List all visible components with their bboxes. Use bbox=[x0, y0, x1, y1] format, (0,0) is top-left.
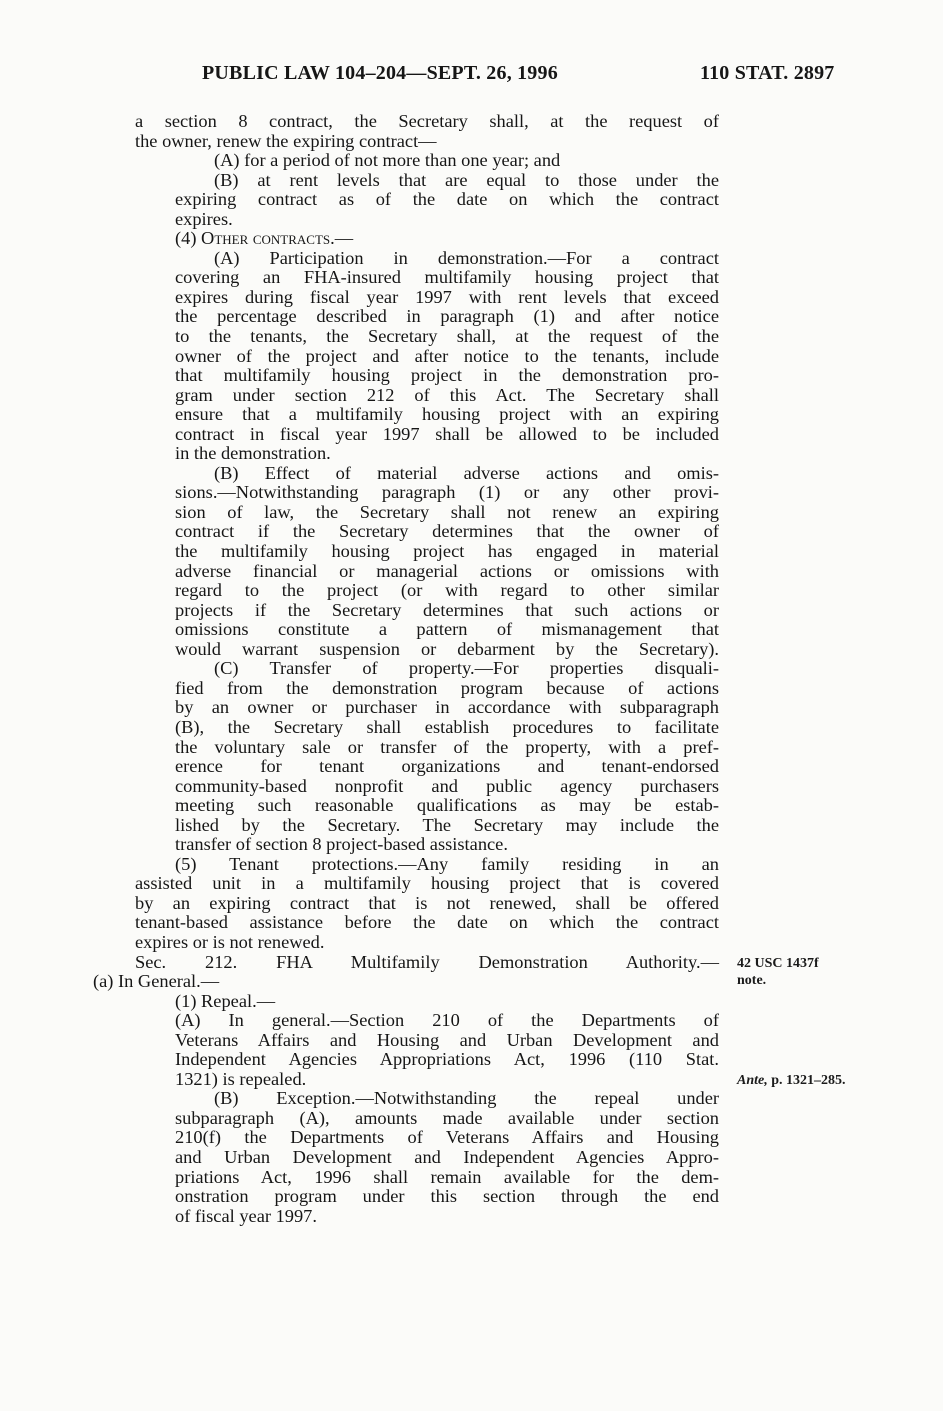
text-line: assisted unit in a multifamily housing project that is covered bbox=[135, 873, 719, 894]
text-line: of fiscal year 1997. bbox=[175, 1205, 317, 1226]
text-line: meeting such reasonable qualifications as may be estab- bbox=[175, 795, 719, 816]
text-line: in the demonstration. bbox=[175, 443, 331, 464]
text-line: expires. bbox=[175, 208, 233, 229]
text-line: by an expiring contract that is not renewed, shall be offered bbox=[135, 892, 719, 913]
margin-note-ante-label: Ante, bbox=[737, 1073, 768, 1088]
text-line: priations Act, 1996 shall remain available for the dem- bbox=[175, 1166, 719, 1187]
text-line: a section 8 contract, the Secretary shall, at the request of bbox=[135, 111, 719, 131]
text-line: (B) Effect of material adverse actions and omis- bbox=[214, 462, 719, 483]
text-line: sions.—Notwithstanding paragraph (1) or any other provi- bbox=[175, 482, 719, 503]
text-line: (4) Other contracts.— bbox=[175, 228, 354, 249]
text-line: to the tenants, the Secretary shall, at the request of the bbox=[175, 326, 719, 347]
text-line: ensure that a multifamily housing project with an expiring bbox=[175, 404, 719, 425]
text-line: the owner, renew the expiring contract— bbox=[135, 130, 437, 151]
text-line: the voluntary sale or transfer of the property, with a pref- bbox=[175, 736, 719, 757]
text-line: expires or is not renewed. bbox=[135, 931, 325, 952]
text-line: (A) In general.—Section 210 of the Departments of bbox=[175, 1010, 719, 1031]
text-line: (A) for a period of not more than one year; and bbox=[214, 150, 561, 171]
text-line: (a) In General.— bbox=[93, 971, 220, 992]
text-line: Veterans Affairs and Housing and Urban Development and bbox=[175, 1029, 719, 1050]
text-line: contract in fiscal year 1997 shall be allowed to be included bbox=[175, 423, 719, 444]
text-line: (B) at rent levels that are equal to those under the bbox=[214, 169, 719, 190]
margin-note-ante bbox=[737, 1072, 847, 1089]
text-line: 1321) is repealed. bbox=[175, 1068, 307, 1089]
running-header bbox=[0, 62, 943, 92]
text-line: tenant-based assistance before the date on which the contract bbox=[135, 912, 719, 933]
header-title: PUBLIC LAW 104–204—SEPT. 26, 1996 bbox=[202, 62, 558, 84]
text-line: would warrant suspension or debarment by the Secretary). bbox=[175, 638, 719, 659]
text-line: projects if the Secretary determines that such actions or bbox=[175, 599, 719, 620]
text-line: (B), the Secretary shall establish procedures to facilitate bbox=[175, 716, 719, 737]
text-line: (A) Participation in demonstration.—For a contract bbox=[214, 247, 719, 268]
text-line: Sec. 212. FHA Multifamily Demonstration Authority.— bbox=[135, 951, 719, 972]
text-line: expiring contract as of the date on which the contract bbox=[175, 189, 719, 210]
text-line: transfer of section 8 project-based assistance. bbox=[175, 834, 508, 855]
text-line: erence for tenant organizations and tenant-endorsed bbox=[175, 756, 719, 777]
text-line: the percentage described in paragraph (1) and after notice bbox=[175, 306, 719, 327]
text-line: (5) Tenant protections.—Any family residing in an bbox=[175, 853, 719, 874]
text-line: sion of law, the Secretary shall not renew an expiring bbox=[175, 501, 719, 522]
margin-note-usc-text: 42 USC 1437f note. bbox=[737, 956, 819, 988]
text-line: contract if the Secretary determines that the owner of bbox=[175, 521, 719, 542]
text-line: community-based nonprofit and public agency purchasers bbox=[175, 775, 719, 796]
text-line: gram under section 212 of this Act. The Secretary shall bbox=[175, 384, 719, 405]
text-line: subparagraph (A), amounts made available under section bbox=[175, 1107, 719, 1128]
text-line: adverse financial or managerial actions or omissions with bbox=[175, 560, 719, 581]
text-line: by an owner or purchaser in accordance with subparagraph bbox=[175, 697, 719, 718]
header-stat-page: 110 STAT. 2897 bbox=[700, 62, 835, 84]
text-line: (C) Transfer of property.—For properties disquali- bbox=[214, 658, 719, 679]
text-line: the multifamily housing project has engaged in material bbox=[175, 541, 719, 562]
text-line: expires during fiscal year 1997 with rent levels that exceed bbox=[175, 286, 719, 307]
text-line: owner of the project and after notice to the tenants, include bbox=[175, 345, 719, 366]
body-text bbox=[93, 111, 719, 1226]
text-line: 210(f) the Departments of Veterans Affairs and Housing bbox=[175, 1127, 719, 1148]
text-line: regard to the project (or with regard to other similar bbox=[175, 580, 719, 601]
text-line: (B) Exception.—Notwithstanding the repeal under bbox=[214, 1088, 719, 1109]
text-line: that multifamily housing project in the demonstration pro- bbox=[175, 365, 719, 386]
margin-note-usc bbox=[737, 955, 847, 989]
text-line: omissions constitute a pattern of mismanagement that bbox=[175, 619, 719, 640]
text-line: lished by the Secretary. The Secretary may include the bbox=[175, 814, 719, 835]
text-line: and Urban Development and Independent Agencies Appro- bbox=[175, 1146, 719, 1167]
text-line: (1) Repeal.— bbox=[175, 990, 276, 1011]
text-line: Independent Agencies Appropriations Act, 1996 (110 Stat. bbox=[175, 1049, 719, 1070]
text-line: fied from the demonstration program because of actions bbox=[175, 677, 719, 698]
text-line: covering an FHA-insured multifamily housing project that bbox=[175, 267, 719, 288]
margin-note-ante-ref: p. 1321–285. bbox=[771, 1073, 846, 1088]
text-line: onstration program under this section through the end bbox=[175, 1186, 719, 1207]
